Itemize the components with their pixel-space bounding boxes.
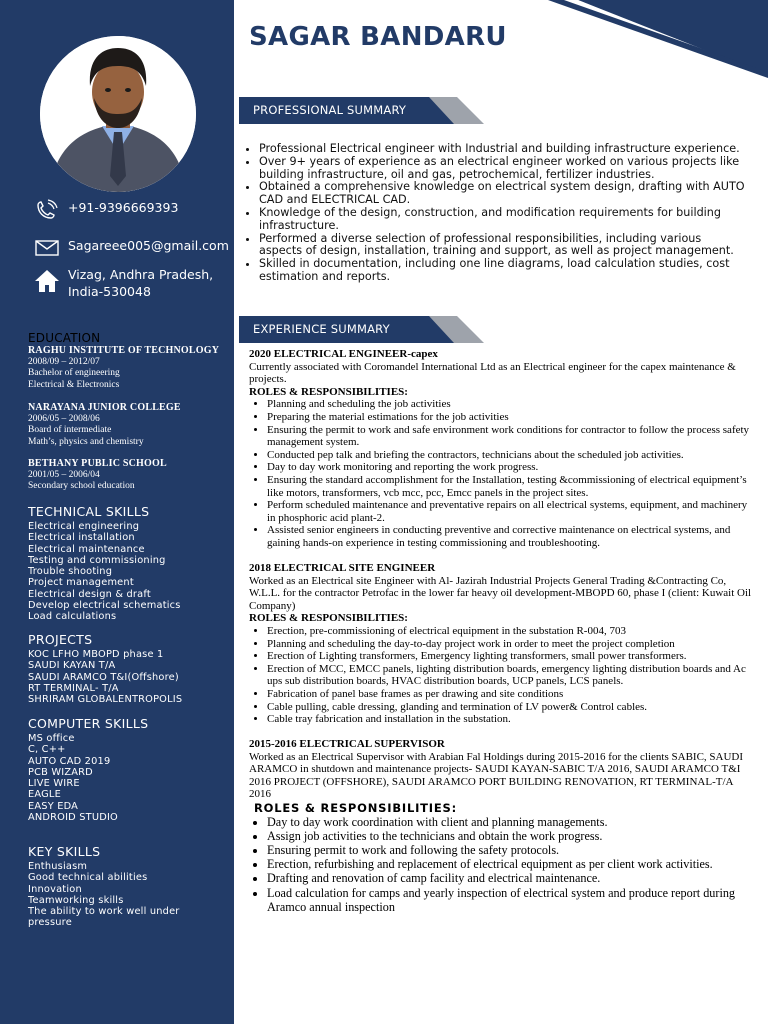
experience-job [249,348,754,550]
technical-skills-list [28,521,228,623]
candidate-name: SAGAR BANDARU [249,22,507,52]
list-item: • Ensuring the permit to work and safe environment work conditions for contractor to follow the process safety management system. [267,424,754,449]
summary-item: • Skilled in documentation, including one line diagrams, load calculation studies, cost estimation and reports. [259,258,746,284]
list-item: • Conducted pep talk and briefing the contractors, technicians about the scheduled job activities. [267,449,754,462]
job-description: Worked as an Electrical site Engineer with Al- Jazirah Industrial Projects General Trading &Contracting Co, W.L.L. for the contractor Petrofac in the lower far heavy oil development-MBOPD 60, phase I (client: Kuwait Oil Company) [249,574,752,612]
profile-photo [40,36,196,192]
list-item: Project management [28,577,134,589]
job-description: Worked as an Electrical Supervisor with Arabian Fal Holdings during 2015-2016 for the clients SABIC, SAUDI ARAMCO in shutdown and maintenance projects- SAUDI KAYAN-SABIC T/A 2016, SAUDI ARAMCO T&I 2016 PROJECT (OFFSHORE), SAUDI ARAMCO PORT BUILDING RENOVATION, RT TERMINAL-T/A 2016 [249,750,744,801]
list-item: • Erection, pre-commissioning of electrical equipment in the substation R-004, 703 [267,625,754,638]
list-item: Testing and commissioning [28,554,166,566]
professional-summary-heading: PROFESSIONAL SUMMARY [253,103,407,117]
experience-summary-heading: EXPERIENCE SUMMARY [253,322,390,336]
projects-heading: PROJECTS [28,632,93,647]
list-item: RT TERMINAL- T/A [28,682,119,694]
education-heading: EDUCATION [28,331,101,345]
list-item: • Fabrication of panel base frames as per drawing and site conditions [267,688,754,701]
list-item: • Cable pulling, cable dressing, glanding and termination of LV power& Control cables. [267,701,754,714]
list-item: pressure [28,917,72,929]
school-dates: 2008/09 – 2012/07 [28,356,100,367]
list-item: • Planning and scheduling the job activities [267,398,754,411]
list-item: The ability to work well under [28,906,180,918]
corner-decoration [548,0,768,80]
list-item: • Erection of Lighting transformers, Emergency lighting transformers, small power transformers. [267,650,754,663]
summary-item: • Obtained a comprehensive knowledge on electrical system design, drafting with AUTO CAD and ELECTRICAL CAD. [259,181,746,207]
list-item: Good technical abilities [28,872,148,884]
list-item: • Ensuring permit to work and following the safety protocols. [267,843,754,857]
list-item: LIVE WIRE [28,778,80,790]
contact-phone [34,199,178,221]
list-item: • Erection, refurbishing and replacement of electrical equipment as per client work activities. [267,857,754,871]
job-description: Currently associated with Coromandel International Ltd as an Electrical engineer for the capex maintenance & projects. [249,360,736,386]
avatar [40,36,196,192]
email-address[interactable]: Sagareee005@gmail.com [68,238,229,253]
list-item: • Preparing the material estimations for the job activities [267,411,754,424]
professional-summary [246,143,746,291]
experience-job [249,738,754,914]
professional-summary-ribbon [239,97,489,124]
list-item: Load calculations [28,611,117,623]
school-field: Electrical & Electronics [28,379,120,390]
summary-item: • Over 9+ years of experience as an electrical engineer worked on various projects like building infrastructure, oil and gas, petrochemical, fertilizer industries. [259,156,746,182]
list-item: • Drafting and renovation of camp facility and electrical maintenance. [267,871,754,885]
roles-heading: ROLES & RESPONSIBILITIES: [254,800,458,815]
list-item: Electrical maintenance [28,543,145,555]
school-name: RAGHU INSTITUTE OF TECHNOLOGY [28,345,220,356]
list-item: SAUDI ARAMCO T&I(Offshore) [28,671,179,683]
phone-icon [34,199,60,221]
list-item: Develop electrical schematics [28,600,181,612]
education-item [28,458,167,493]
school-degree: Board of intermediate [28,425,112,435]
summary-item: • Knowledge of the design, construction, and modification requirements for building infrastructure. [259,207,746,233]
list-item: • Assign job activities to the technicians and obtain the work progress. [267,829,754,843]
mail-icon [34,237,60,259]
roles-list [249,398,754,549]
list-item: MS office [28,733,75,744]
list-item: C, C++ [28,744,66,756]
list-item: Enthusiasm [28,861,88,872]
projects-list [28,649,228,705]
computer-skills-section [28,716,228,823]
roles-list [249,625,754,726]
list-item: • Ensuring the standard accomplishment for the Installation, testing &commissioning of electrical equipment’s like motors, transformers, vcb mcc, pcc, Emcc panels in the project sites. [267,474,754,499]
address-line-2: India-530048 [68,284,151,299]
list-item: • Cable tray fabrication and installation in the substation. [267,713,754,726]
list-item: PCB WIZARD [28,766,93,778]
list-item: • Day to day work coordination with client and planning managements. [267,815,754,829]
list-item: Electrical installation [28,532,135,544]
list-item: KOC LFHO MBOPD phase 1 [28,649,164,660]
list-item: Electrical design & draft [28,588,151,600]
summary-item: • Performed a diverse selection of professional responsibilities, including various aspects of design, installation, training and support, as well as project management. [259,233,746,259]
list-item: EASY EDA [28,800,79,812]
home-icon [34,266,60,292]
list-item: • Day to day work monitoring and reporting the work progress. [267,461,754,474]
school-field: Math’s, physics and chemistry [28,436,144,447]
school-dates: 2001/05 – 2006/04 [28,469,100,480]
education-item [28,345,219,391]
list-item: SAUDI KAYAN T/A [28,660,116,672]
list-item: • Load calculation for camps and yearly inspection of electrical system and produce report during Aramco annual inspection [267,886,754,914]
key-skills-heading: KEY SKILLS [28,844,101,859]
job-title: 2018 ELECTRICAL SITE ENGINEER [249,562,436,574]
experience-summary-ribbon [239,316,489,343]
list-item: • Perform scheduled maintenance and preventative repairs on all electrical systems, equipment, and machinery in phosphoric acid plant-2. [267,499,754,524]
list-item: EAGLE [28,789,61,801]
list-item: Innovation [28,883,82,895]
summary-item: • Professional Electrical engineer with Industrial and building infrastructure experience. [259,143,746,156]
school-degree: Secondary school education [28,481,135,491]
key-skills-list [28,861,228,929]
list-item: ANDROID STUDIO [28,812,118,824]
projects-section [28,632,228,705]
list-item: Teamworking skills [28,894,124,906]
list-item: • Assisted senior engineers in conducting preventive and corrective maintenance on electrical systems, and gaining hands-on experience in testing commissioning and troubleshooting. [267,524,754,549]
roles-list [249,815,754,914]
school-degree: Bachelor of engineering [28,368,120,378]
contact-email [34,237,229,259]
list-item: AUTO CAD 2019 [28,755,111,767]
job-title: 2015-2016 ELECTRICAL SUPERVISOR [249,738,445,750]
address-line-1: Vizag, Andhra Pradesh, [68,267,214,282]
sidebar [0,0,234,1024]
technical-skills-heading: TECHNICAL SKILLS [28,504,150,519]
roles-heading: ROLES & RESPONSIBILITIES: [249,612,408,625]
list-item: Trouble shooting [28,566,113,578]
list-item: • Planning and scheduling the day-to-day project work in order to meet the project completion [267,638,754,651]
key-skills-section [28,844,228,929]
phone-number[interactable]: +91-9396669393 [68,200,179,215]
education-item [28,402,181,448]
list-item: • Erection of MCC, EMCC panels, lighting distribution boards, emergency lighting distribution boards and Ac ups sub distribution boards, HVAC distribution boards, UCP panels, LCS panels. [267,663,754,688]
roles-heading: ROLES & RESPONSIBILITIES: [249,385,408,398]
school-name: BETHANY PUBLIC SCHOOL [28,458,167,469]
technical-skills-section [28,504,228,623]
computer-skills-heading: COMPUTER SKILLS [28,716,149,731]
contact-address [34,266,213,300]
school-name: NARAYANA JUNIOR COLLEGE [28,402,181,413]
list-item: Electrical engineering [28,521,140,532]
job-title: 2020 ELECTRICAL ENGINEER-capex [249,348,438,360]
experience-job [249,562,754,726]
list-item: SHRIRAM GLOBALENTROPOLIS [28,694,183,706]
computer-skills-list [28,733,228,823]
school-dates: 2006/05 – 2008/06 [28,413,100,424]
